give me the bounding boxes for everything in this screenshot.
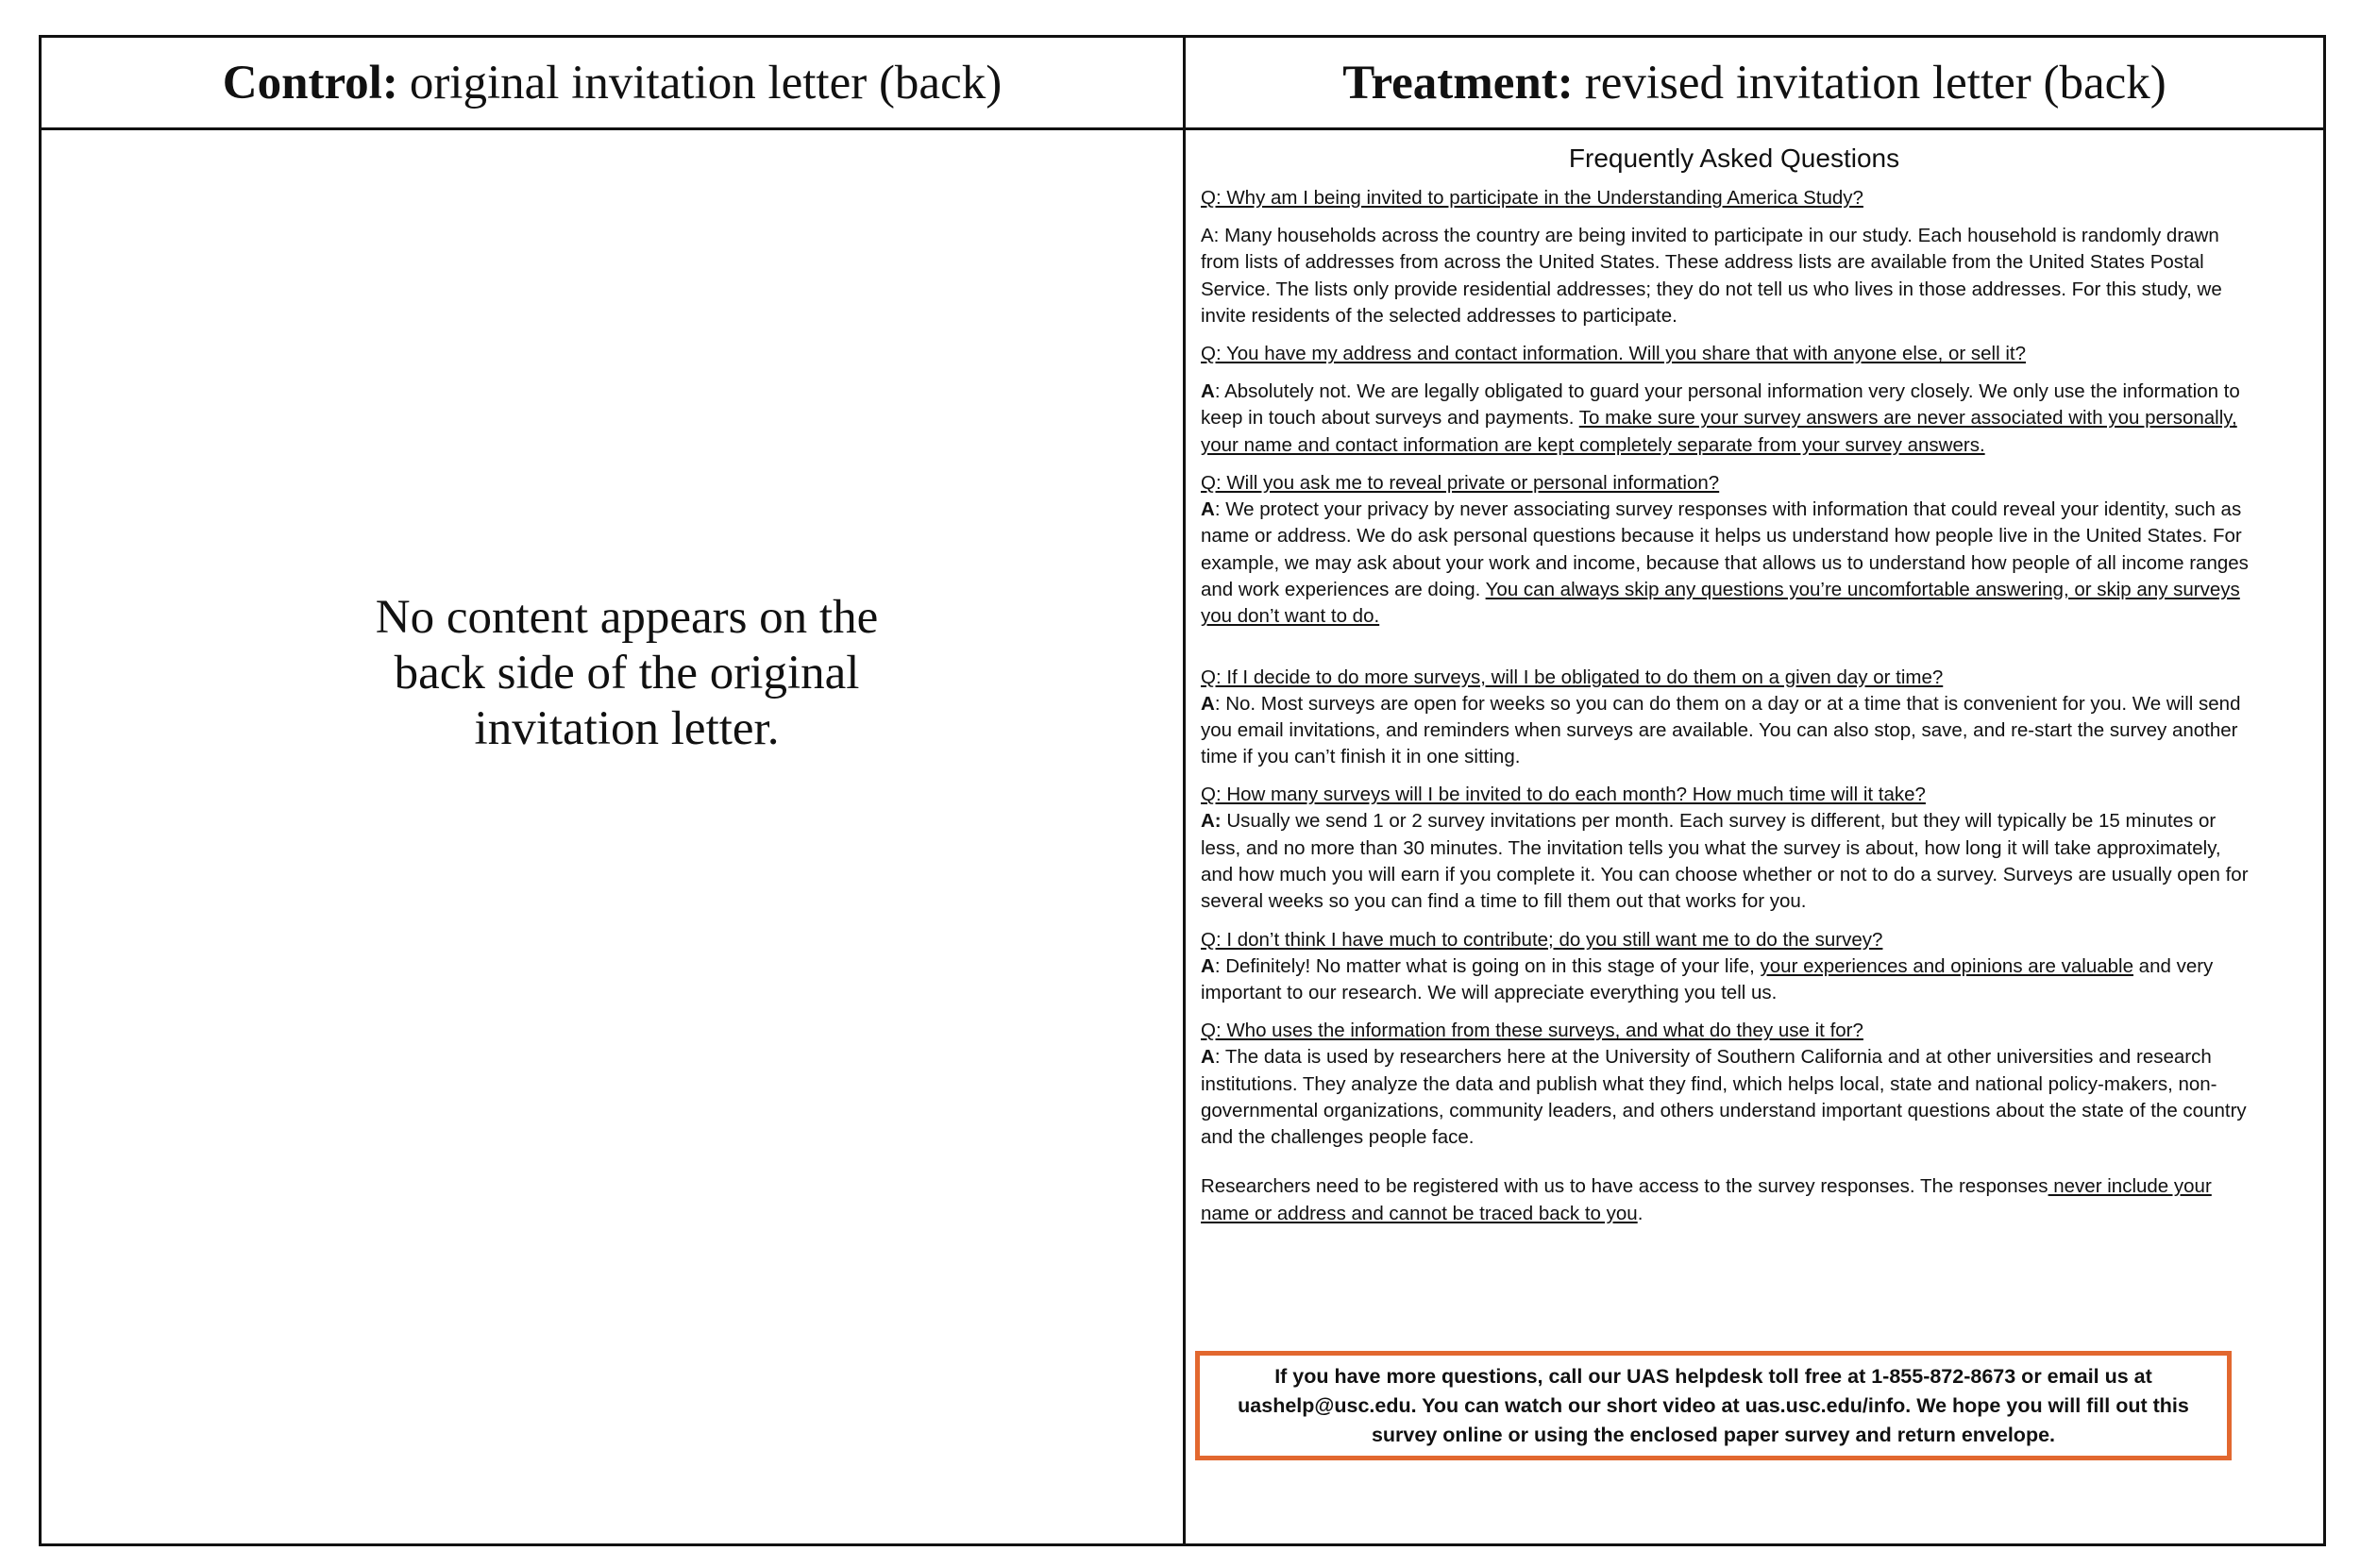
faq-question: Q: Why am I being invited to participate in the Understanding America Study? (1201, 187, 1863, 209)
faq-answer-lead: A (1201, 692, 1215, 715)
faq-answer (1201, 953, 2258, 1007)
faq-question: Q: If I decide to do more surveys, will I be obligated to do them on a given day or time? (1201, 666, 1944, 688)
faq-answer-text: : Definitely! No matter what is going on in this stage of your life, (1214, 954, 1761, 977)
faq-question: Q: I don’t think I have much to contribute; do you still want me to do the survey? (1201, 928, 1883, 951)
faq-answer-text: Usually we send 1 or 2 survey invitations per month. Each survey is different, but they will typically be 15 minutes or less, and no more than 30 minutes. The invitation tells you what the survey is about, how long it will take approximately, and how much you will earn if you complete it. You can choose whether or not to do a survey. Surveys are usually open for several weeks so you can find a time to fill them out that works for you. (1201, 810, 2249, 913)
faq-answer-text: : Absolutely not. We are legally obligated to guard your personal information very closely. We only use the information to keep in touch about surveys and payments. (1201, 380, 2240, 430)
treatment-column-header (1186, 38, 2323, 127)
faq-answer-text: : No. Most surveys are open for weeks so you can do them on a day or at a time that is convenient for you. We will send you email invitations, and reminders when surveys are available. You can also stop, save, and re-start the survey another time if you can’t finish it in one sitting. (1201, 692, 2241, 768)
control-header-text: original invitation letter (back) (409, 56, 1003, 110)
control-column-header (42, 38, 1183, 127)
faq-answer-tail: and very important to our research. We will appreciate everything you tell us. (1201, 954, 2214, 1003)
helpdesk-callout-text: If you have more questions, call our UAS helpdesk toll free at 1-855-872-8673 or email us at uashelp@usc.edu. You can watch our short video at uas.usc.edu/info. We hope you will fill out this survey online or using the enclosed paper survey and return envelope. (1238, 1364, 2189, 1446)
faq-answer (1201, 1044, 2258, 1151)
faq-answer-lead: A: (1201, 810, 1222, 833)
faq-answer-lead: A (1201, 498, 1215, 521)
faq-answer (1201, 691, 2258, 771)
faq-answer-emphasis: To make sure your survey answers are never associated with you personally, your name and contact information are kept completely separate from your survey answers. (1201, 407, 2237, 456)
faq-answer (1201, 808, 2258, 915)
faq-answer-text: : The data is used by researchers here at the University of Southern California and at other universities and research institutions. They analyze the data and publish what they find, which helps local, state and national policy-makers, non-governmental organizations, community leaders, and others understand important questions about the state of the country and the challenges people face. (1201, 1046, 2247, 1149)
faq-answer-lead: A (1201, 380, 1215, 403)
treatment-header-label: Treatment: (1342, 56, 1574, 110)
control-empty-note: No content appears on the back side of the original invitation letter. (375, 591, 879, 755)
faq-answer (1201, 497, 2258, 630)
faq-closing-paragraph (1201, 1173, 2258, 1227)
faq-answer-text: : We protect your privacy by never associating survey responses with information that could reveal your identity, such as name or address. We do ask personal questions because it helps us understand how people live in the United States. For example, we may ask about your work and income, because that allows us to understand how people of all income ranges and work experiences are doing. (1201, 498, 2249, 600)
faq-answer-emphasis: your experiences and opinions are valuable (1760, 954, 2133, 977)
faq-answer-emphasis: You can always skip any questions you’re uncomfortable answering, or skip any surveys you don’t want to do. (1201, 578, 2240, 628)
faq-question: Q: Who uses the information from these surveys, and what do they use it for? (1201, 1020, 1863, 1042)
faq-answer-text: A: Many households across the country are being invited to participate in our study. Each household is randomly drawn from lists of addresses from across the United States. These address lists are available from the United States Postal Service. The lists only provide residential addresses; they do not tell us who lives in those addresses. For this study, we invite residents of the selected addresses to participate. (1201, 225, 2222, 327)
column-divider (1183, 38, 1186, 1543)
faq-answer-lead: A (1201, 1046, 1215, 1069)
faq-answer-lead: A (1201, 954, 1215, 977)
faq-answer (1201, 223, 2258, 329)
helpdesk-callout-box (1195, 1351, 2232, 1460)
faq-closing-text: Researchers need to be registered with us to have access to the survey responses. The responses (1201, 1175, 2048, 1198)
control-header-label: Control: (222, 56, 398, 110)
faq-title: Frequently Asked Questions (1568, 143, 1900, 173)
faq-answer (1201, 379, 2258, 459)
faq-question: Q: How many surveys will I be invited to do each month? How much time will it take? (1201, 784, 1926, 806)
faq-closing-emphasis: never include your name or address and cannot be traced back to you (1201, 1175, 2212, 1224)
faq-question: Q: You have my address and contact information. Will you share that with anyone else, or sell it? (1201, 343, 2026, 365)
faq-question: Q: Will you ask me to reveal private or personal information? (1201, 472, 1720, 495)
treatment-header-text: revised invitation letter (back) (1584, 56, 2166, 110)
faq-section (1201, 143, 2258, 1227)
faq-closing-tail: . (1637, 1202, 1644, 1224)
